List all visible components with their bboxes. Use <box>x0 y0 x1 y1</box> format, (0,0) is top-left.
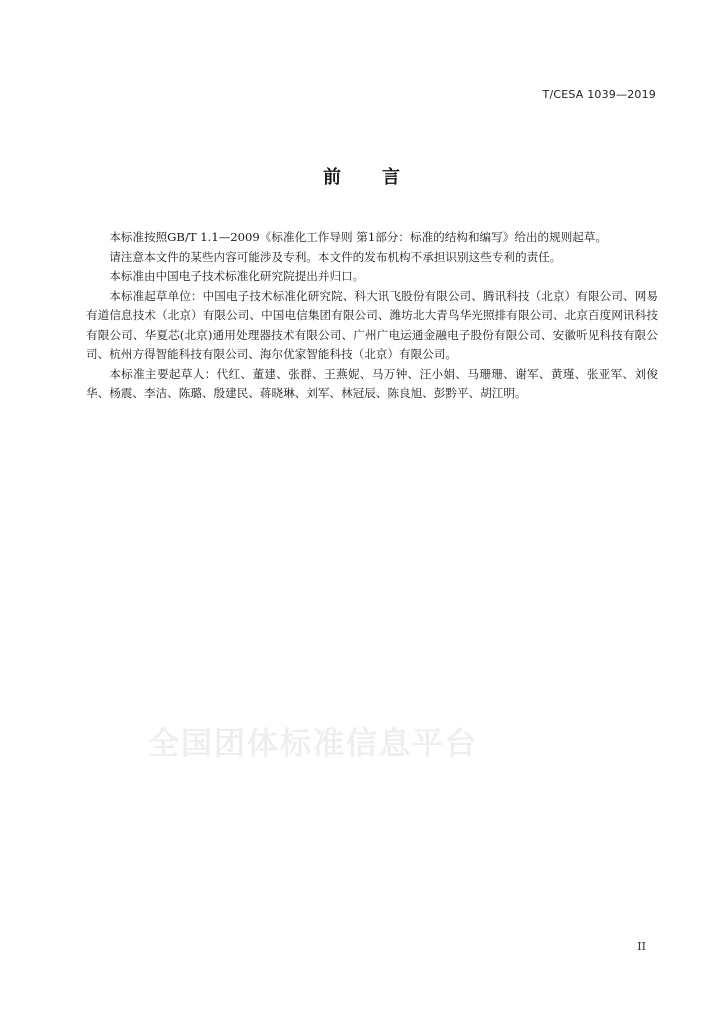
page-title <box>0 163 724 189</box>
paragraph-drafters: 本标准主要起草人：代红、董建、张群、王燕妮、马万钟、汪小娟、马珊珊、谢军、黄瑾、张亚军、刘俊华、杨震、李洁、陈璐、殷建民、蒋晓琳、刘军、林冠辰、陈良旭、彭黔平、胡江明。 <box>86 366 658 400</box>
foreword-body <box>86 228 658 404</box>
paragraph-patent-notice: 请注意本文件的某些内容可能涉及专利。本文件的发布机构不承担识别这些专利的责任。 <box>109 249 562 264</box>
watermark: 全国团体标准信息平台 <box>148 726 478 762</box>
title-char-1: 前 <box>323 167 342 188</box>
title-char-2: 言 <box>382 167 401 188</box>
page-number: II <box>637 940 646 953</box>
standard-code-header: T/CESA 1039—2019 <box>542 88 656 101</box>
paragraph-drafting-rules: 本标准按照GB/T 1.1—2009《标准化工作导则 第1部分：标准的结构和编写》给出的规则起草。 <box>109 230 608 244</box>
paragraph-drafting-units: 本标准起草单位：中国电子技术标准化研究院、科大讯飞股份有限公司、腾讯科技（北京）有限公司、网易有道信息技术（北京）有限公司、中国电信集团有限公司、潍坊北大青鸟华光照排有限公司、北京百度网讯科技有限公司、华夏芯(北京)通用处理器技术有限公司、广州广电运通金融电子股份有限公司、安徽听见科技有限公司、杭州方得智能科技有限公司、海尔优家智能科技（北京）有限公司。 <box>86 288 658 361</box>
paragraph-proposer: 本标准由中国电子技术标准化研究院提出并归口。 <box>109 269 365 283</box>
